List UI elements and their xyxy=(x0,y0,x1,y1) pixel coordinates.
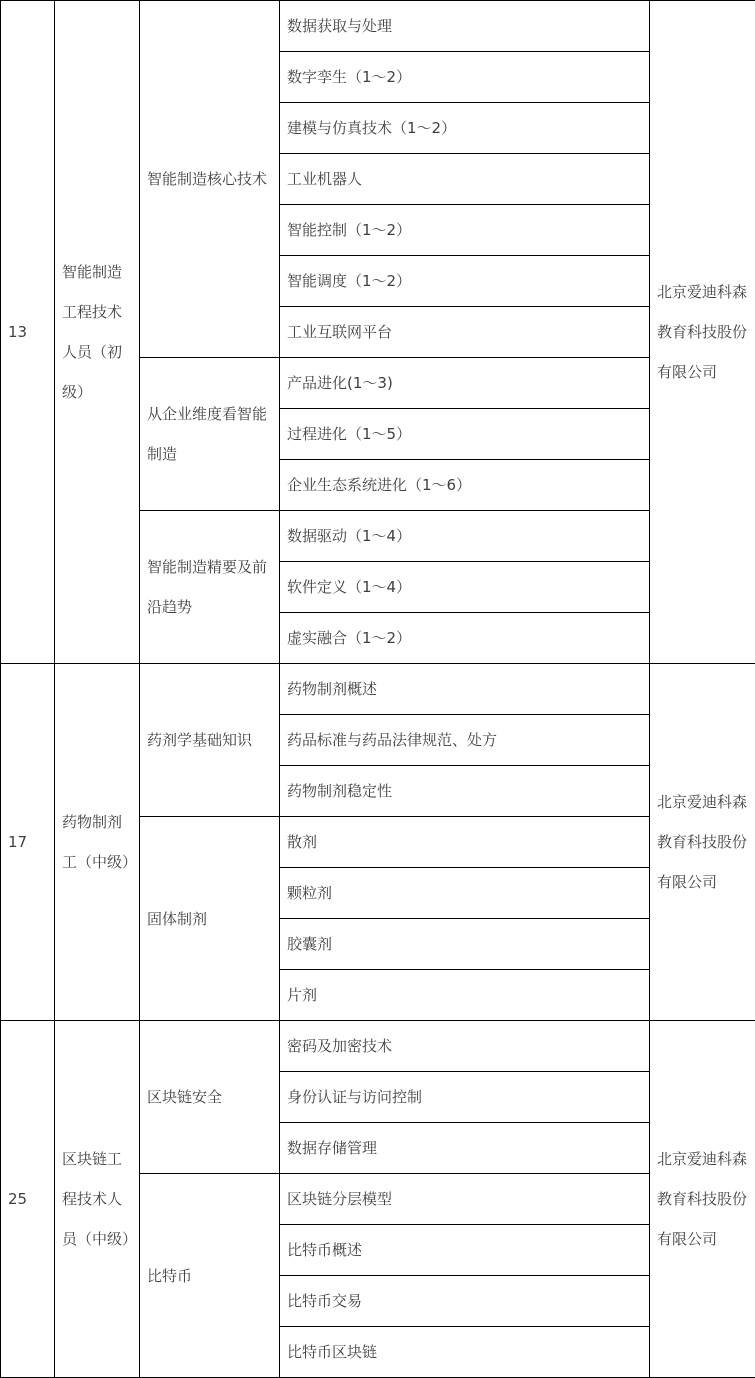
topic: 数据获取与处理 xyxy=(280,1,650,52)
topic: 比特币交易 xyxy=(280,1276,650,1327)
occupation-name: 药物制剂工（中级） xyxy=(55,664,140,1021)
topic: 过程进化（1～5） xyxy=(280,409,650,460)
topic: 产品进化(1～3) xyxy=(280,358,650,409)
topic: 散剂 xyxy=(280,817,650,868)
topic: 工业机器人 xyxy=(280,154,650,205)
group-number: 25 xyxy=(1,1021,55,1378)
occupation-name: 智能制造工程技术人员（初级） xyxy=(55,1,140,664)
company-name: 北京爱迪科森教育科技股份有限公司 xyxy=(650,664,755,1021)
table-row xyxy=(1,1021,755,1072)
group-number: 17 xyxy=(1,664,55,1021)
topic: 数字孪生（1～2） xyxy=(280,52,650,103)
topic: 密码及加密技术 xyxy=(280,1021,650,1072)
topic: 胶囊剂 xyxy=(280,919,650,970)
topic: 颗粒剂 xyxy=(280,868,650,919)
module-name: 智能制造核心技术 xyxy=(140,1,280,358)
module-name: 固体制剂 xyxy=(140,817,280,1021)
topic: 智能控制（1～2） xyxy=(280,205,650,256)
topic: 比特币区块链 xyxy=(280,1327,650,1378)
topic: 工业互联网平台 xyxy=(280,307,650,358)
topic: 身份认证与访问控制 xyxy=(280,1072,650,1123)
table-row xyxy=(1,1,755,52)
topic: 数据驱动（1～4） xyxy=(280,511,650,562)
module-name: 比特币 xyxy=(140,1174,280,1378)
topic: 企业生态系统进化（1～6） xyxy=(280,460,650,511)
table-row xyxy=(1,664,755,715)
group-number: 13 xyxy=(1,1,55,664)
topic: 区块链分层模型 xyxy=(280,1174,650,1225)
topic: 虚实融合（1～2） xyxy=(280,613,650,664)
module-name: 从企业维度看智能制造 xyxy=(140,358,280,511)
company-name: 北京爱迪科森教育科技股份有限公司 xyxy=(650,1,755,664)
topic: 建模与仿真技术（1～2） xyxy=(280,103,650,154)
topic: 片剂 xyxy=(280,970,650,1021)
module-name: 药剂学基础知识 xyxy=(140,664,280,817)
topic: 数据存储管理 xyxy=(280,1123,650,1174)
topic: 药物制剂稳定性 xyxy=(280,766,650,817)
occupation-name: 区块链工程技术人员（中级） xyxy=(55,1021,140,1378)
topic: 比特币概述 xyxy=(280,1225,650,1276)
topic: 药物制剂概述 xyxy=(280,664,650,715)
company-name: 北京爱迪科森教育科技股份有限公司 xyxy=(650,1021,755,1378)
topic: 智能调度（1～2） xyxy=(280,256,650,307)
module-name: 区块链安全 xyxy=(140,1021,280,1174)
module-name: 智能制造精要及前沿趋势 xyxy=(140,511,280,664)
topic: 药品标准与药品法律规范、处方 xyxy=(280,715,650,766)
topic: 软件定义（1～4） xyxy=(280,562,650,613)
